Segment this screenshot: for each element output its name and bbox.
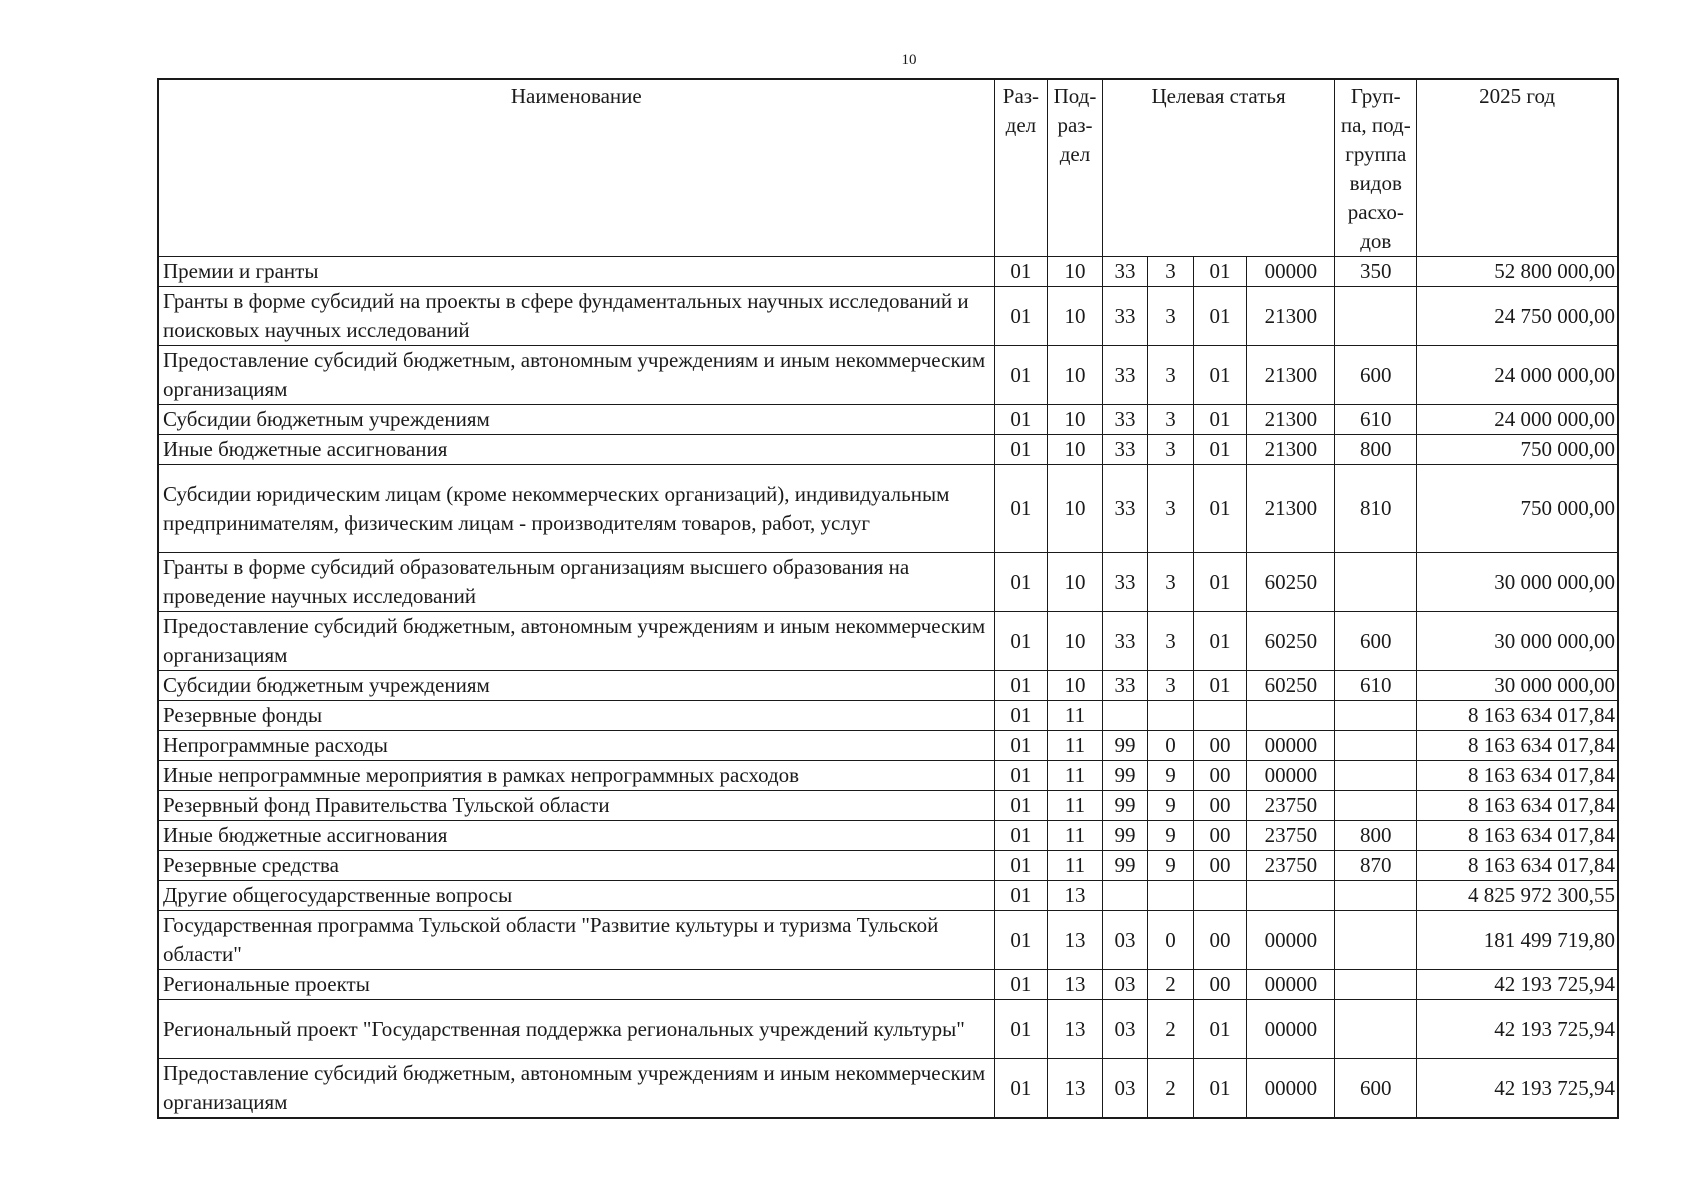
row-target-program: 33 — [1102, 287, 1147, 346]
row-name: Гранты в форме субсидий образовательным организациям высшего образования на проведение научных исследований — [158, 553, 994, 612]
row-target-type: 2 — [1148, 1000, 1193, 1059]
row-target-type: 0 — [1148, 911, 1193, 970]
row-target-direction — [1247, 701, 1335, 731]
row-podrazdel: 10 — [1048, 405, 1103, 435]
row-razdel: 01 — [994, 287, 1048, 346]
row-razdel: 01 — [994, 405, 1048, 435]
row-target-subprogram: 01 — [1193, 257, 1247, 287]
row-amount: 24 000 000,00 — [1417, 405, 1618, 435]
row-target-program: 03 — [1102, 911, 1147, 970]
row-name: Иные бюджетные ассигнования — [158, 435, 994, 465]
row-name: Субсидии бюджетным учреждениям — [158, 671, 994, 701]
row-podrazdel: 10 — [1048, 553, 1103, 612]
row-expense-group — [1335, 701, 1417, 731]
row-target-subprogram: 01 — [1193, 553, 1247, 612]
row-podrazdel: 11 — [1048, 701, 1103, 731]
header-target-article: Целевая статья — [1102, 79, 1335, 257]
row-razdel: 01 — [994, 1059, 1048, 1119]
row-razdel: 01 — [994, 1000, 1048, 1059]
row-name: Резервный фонд Правительства Тульской области — [158, 791, 994, 821]
row-target-direction: 23750 — [1247, 821, 1335, 851]
row-target-direction: 21300 — [1247, 287, 1335, 346]
row-podrazdel: 11 — [1048, 821, 1103, 851]
row-target-type: 3 — [1148, 346, 1193, 405]
row-target-subprogram: 01 — [1193, 1000, 1247, 1059]
row-expense-group — [1335, 287, 1417, 346]
row-razdel: 01 — [994, 881, 1048, 911]
row-name: Предоставление субсидий бюджетным, автономным учреждениям и иным некоммерческим организациям — [158, 612, 994, 671]
table-body — [158, 257, 1618, 1119]
row-target-subprogram: 01 — [1193, 465, 1247, 553]
table-row — [158, 911, 1618, 970]
page-number: 10 — [901, 52, 917, 68]
row-amount: 8 163 634 017,84 — [1417, 731, 1618, 761]
row-target-type: 2 — [1148, 1059, 1193, 1119]
row-name: Предоставление субсидий бюджетным, автономным учреждениям и иным некоммерческим организациям — [158, 1059, 994, 1119]
row-razdel: 01 — [994, 671, 1048, 701]
table-row — [158, 701, 1618, 731]
row-amount: 42 193 725,94 — [1417, 1000, 1618, 1059]
table-row — [158, 287, 1618, 346]
row-target-type: 9 — [1148, 791, 1193, 821]
row-amount: 181 499 719,80 — [1417, 911, 1618, 970]
row-expense-group — [1335, 761, 1417, 791]
row-target-subprogram: 00 — [1193, 851, 1247, 881]
row-razdel: 01 — [994, 851, 1048, 881]
row-target-subprogram: 01 — [1193, 405, 1247, 435]
row-target-subprogram: 01 — [1193, 1059, 1247, 1119]
row-target-direction: 00000 — [1247, 731, 1335, 761]
table-row — [158, 405, 1618, 435]
row-razdel: 01 — [994, 701, 1048, 731]
row-razdel: 01 — [994, 761, 1048, 791]
table-row — [158, 346, 1618, 405]
row-amount: 8 163 634 017,84 — [1417, 821, 1618, 851]
row-target-subprogram: 01 — [1193, 671, 1247, 701]
table-row — [158, 465, 1618, 553]
row-podrazdel: 13 — [1048, 881, 1103, 911]
row-target-direction: 21300 — [1247, 405, 1335, 435]
row-amount: 750 000,00 — [1417, 465, 1618, 553]
row-target-direction: 21300 — [1247, 465, 1335, 553]
header-razdel-line: дел — [1005, 113, 1037, 137]
row-amount: 42 193 725,94 — [1417, 1059, 1618, 1119]
row-amount: 4 825 972 300,55 — [1417, 881, 1618, 911]
row-podrazdel: 11 — [1048, 791, 1103, 821]
row-expense-group — [1335, 911, 1417, 970]
row-razdel: 01 — [994, 791, 1048, 821]
row-expense-group: 600 — [1335, 1059, 1417, 1119]
row-podrazdel: 10 — [1048, 465, 1103, 553]
header-group-line: видов — [1349, 171, 1402, 195]
row-target-type — [1148, 701, 1193, 731]
row-podrazdel: 13 — [1048, 970, 1103, 1000]
row-target-direction: 60250 — [1247, 553, 1335, 612]
row-target-program: 99 — [1102, 791, 1147, 821]
row-expense-group: 610 — [1335, 405, 1417, 435]
row-razdel: 01 — [994, 553, 1048, 612]
row-target-subprogram: 01 — [1193, 612, 1247, 671]
row-podrazdel: 13 — [1048, 911, 1103, 970]
row-target-program: 33 — [1102, 346, 1147, 405]
table-header-row — [158, 79, 1618, 257]
row-target-type: 3 — [1148, 435, 1193, 465]
row-target-subprogram — [1193, 701, 1247, 731]
row-target-type: 3 — [1148, 405, 1193, 435]
row-target-subprogram: 00 — [1193, 970, 1247, 1000]
row-razdel: 01 — [994, 731, 1048, 761]
row-target-direction: 00000 — [1247, 1059, 1335, 1119]
row-razdel: 01 — [994, 911, 1048, 970]
table-row — [158, 970, 1618, 1000]
header-group-line: Груп- — [1350, 84, 1401, 108]
row-name: Другие общегосударственные вопросы — [158, 881, 994, 911]
row-target-direction: 00000 — [1247, 1000, 1335, 1059]
row-target-program: 03 — [1102, 970, 1147, 1000]
row-razdel: 01 — [994, 821, 1048, 851]
row-amount: 24 000 000,00 — [1417, 346, 1618, 405]
row-amount: 42 193 725,94 — [1417, 970, 1618, 1000]
row-name: Иные бюджетные ассигнования — [158, 821, 994, 851]
row-target-program: 33 — [1102, 405, 1147, 435]
row-target-program: 33 — [1102, 435, 1147, 465]
row-target-type: 9 — [1148, 851, 1193, 881]
row-razdel: 01 — [994, 612, 1048, 671]
row-amount: 30 000 000,00 — [1417, 612, 1618, 671]
row-target-type — [1148, 881, 1193, 911]
row-name: Иные непрограммные мероприятия в рамках непрограммных расходов — [158, 761, 994, 791]
table-row — [158, 1000, 1618, 1059]
row-expense-group — [1335, 791, 1417, 821]
header-group-line: группа — [1345, 142, 1407, 166]
row-razdel: 01 — [994, 257, 1048, 287]
budget-table — [157, 78, 1619, 1119]
table-row — [158, 553, 1618, 612]
row-name: Субсидии бюджетным учреждениям — [158, 405, 994, 435]
header-podrazdel-line: Под- — [1053, 84, 1097, 108]
header-razdel — [994, 79, 1048, 257]
table-row — [158, 761, 1618, 791]
row-name: Премии и гранты — [158, 257, 994, 287]
row-amount: 8 163 634 017,84 — [1417, 761, 1618, 791]
row-target-subprogram: 00 — [1193, 731, 1247, 761]
row-target-program: 99 — [1102, 851, 1147, 881]
row-target-direction: 00000 — [1247, 911, 1335, 970]
row-target-program: 03 — [1102, 1000, 1147, 1059]
row-expense-group: 600 — [1335, 346, 1417, 405]
row-target-program: 99 — [1102, 731, 1147, 761]
row-expense-group — [1335, 553, 1417, 612]
row-target-subprogram: 00 — [1193, 791, 1247, 821]
header-year: 2025 год — [1417, 79, 1618, 257]
row-name: Резервные средства — [158, 851, 994, 881]
row-expense-group: 800 — [1335, 435, 1417, 465]
row-target-direction: 21300 — [1247, 435, 1335, 465]
row-target-program: 33 — [1102, 671, 1147, 701]
row-target-type: 3 — [1148, 257, 1193, 287]
row-expense-group — [1335, 1000, 1417, 1059]
header-group-line: па, под- — [1340, 113, 1411, 137]
row-target-type: 3 — [1148, 612, 1193, 671]
row-amount: 52 800 000,00 — [1417, 257, 1618, 287]
row-amount: 30 000 000,00 — [1417, 671, 1618, 701]
row-amount: 8 163 634 017,84 — [1417, 791, 1618, 821]
row-razdel: 01 — [994, 970, 1048, 1000]
table-row — [158, 257, 1618, 287]
header-razdel-line: Раз- — [1002, 84, 1040, 108]
row-target-subprogram: 01 — [1193, 287, 1247, 346]
row-amount: 24 750 000,00 — [1417, 287, 1618, 346]
row-target-subprogram — [1193, 881, 1247, 911]
header-podrazdel — [1048, 79, 1103, 257]
row-name: Региональный проект "Государственная поддержка региональных учреждений культуры" — [158, 1000, 994, 1059]
row-target-subprogram: 00 — [1193, 761, 1247, 791]
row-target-direction: 60250 — [1247, 612, 1335, 671]
header-group-line: дов — [1360, 229, 1392, 253]
row-name: Непрограммные расходы — [158, 731, 994, 761]
row-expense-group: 600 — [1335, 612, 1417, 671]
row-podrazdel: 10 — [1048, 612, 1103, 671]
row-target-type: 3 — [1148, 287, 1193, 346]
row-target-subprogram: 01 — [1193, 435, 1247, 465]
row-target-program: 99 — [1102, 821, 1147, 851]
row-podrazdel: 11 — [1048, 731, 1103, 761]
row-podrazdel: 10 — [1048, 346, 1103, 405]
row-podrazdel: 10 — [1048, 671, 1103, 701]
row-target-program: 99 — [1102, 761, 1147, 791]
table-row — [158, 881, 1618, 911]
row-podrazdel: 11 — [1048, 851, 1103, 881]
row-target-program: 33 — [1102, 553, 1147, 612]
row-target-type: 0 — [1148, 731, 1193, 761]
table-row — [158, 731, 1618, 761]
row-razdel: 01 — [994, 465, 1048, 553]
row-expense-group: 810 — [1335, 465, 1417, 553]
row-target-type: 3 — [1148, 465, 1193, 553]
row-target-subprogram: 01 — [1193, 346, 1247, 405]
row-target-direction: 23750 — [1247, 791, 1335, 821]
row-name: Гранты в форме субсидий на проекты в сфере фундаментальных научных исследований и поисковых научных исследований — [158, 287, 994, 346]
row-target-direction: 00000 — [1247, 761, 1335, 791]
row-amount: 8 163 634 017,84 — [1417, 701, 1618, 731]
row-expense-group: 800 — [1335, 821, 1417, 851]
row-target-program: 03 — [1102, 1059, 1147, 1119]
row-podrazdel: 10 — [1048, 257, 1103, 287]
table-row — [158, 821, 1618, 851]
row-target-type: 3 — [1148, 553, 1193, 612]
row-target-program — [1102, 701, 1147, 731]
row-target-type: 9 — [1148, 821, 1193, 851]
table-row — [158, 435, 1618, 465]
row-podrazdel: 10 — [1048, 287, 1103, 346]
row-target-direction: 60250 — [1247, 671, 1335, 701]
row-target-direction: 00000 — [1247, 257, 1335, 287]
row-expense-group: 350 — [1335, 257, 1417, 287]
header-podrazdel-line: дел — [1059, 142, 1091, 166]
row-target-direction: 00000 — [1247, 970, 1335, 1000]
row-razdel: 01 — [994, 346, 1048, 405]
row-name: Региональные проекты — [158, 970, 994, 1000]
row-target-program — [1102, 881, 1147, 911]
row-expense-group: 870 — [1335, 851, 1417, 881]
header-podrazdel-line: раз- — [1057, 113, 1093, 137]
table-row — [158, 612, 1618, 671]
row-name: Субсидии юридическим лицам (кроме некоммерческих организаций), индивидуальным предпринимателям, физическим лицам - производителям товаров, работ, услуг — [158, 465, 994, 553]
row-podrazdel: 13 — [1048, 1000, 1103, 1059]
header-expense-group — [1335, 79, 1417, 257]
row-expense-group — [1335, 731, 1417, 761]
row-target-direction: 23750 — [1247, 851, 1335, 881]
table-row — [158, 791, 1618, 821]
row-amount: 8 163 634 017,84 — [1417, 851, 1618, 881]
row-amount: 30 000 000,00 — [1417, 553, 1618, 612]
row-target-type: 3 — [1148, 671, 1193, 701]
row-expense-group — [1335, 881, 1417, 911]
table-row — [158, 1059, 1618, 1119]
row-expense-group: 610 — [1335, 671, 1417, 701]
row-target-direction — [1247, 881, 1335, 911]
row-razdel: 01 — [994, 435, 1048, 465]
row-target-program: 33 — [1102, 612, 1147, 671]
row-podrazdel: 13 — [1048, 1059, 1103, 1119]
row-target-type: 2 — [1148, 970, 1193, 1000]
row-target-program: 33 — [1102, 257, 1147, 287]
header-group-line: расхо- — [1347, 200, 1404, 224]
table-row — [158, 851, 1618, 881]
row-target-subprogram: 00 — [1193, 821, 1247, 851]
row-amount: 750 000,00 — [1417, 435, 1618, 465]
row-target-subprogram: 00 — [1193, 911, 1247, 970]
row-podrazdel: 10 — [1048, 435, 1103, 465]
row-target-type: 9 — [1148, 761, 1193, 791]
row-target-direction: 21300 — [1247, 346, 1335, 405]
row-expense-group — [1335, 970, 1417, 1000]
row-target-program: 33 — [1102, 465, 1147, 553]
row-name: Государственная программа Тульской области "Развитие культуры и туризма Тульской области" — [158, 911, 994, 970]
header-name: Наименование — [158, 79, 994, 257]
table-row — [158, 671, 1618, 701]
row-podrazdel: 11 — [1048, 761, 1103, 791]
row-name: Резервные фонды — [158, 701, 994, 731]
row-name: Предоставление субсидий бюджетным, автономным учреждениям и иным некоммерческим организациям — [158, 346, 994, 405]
